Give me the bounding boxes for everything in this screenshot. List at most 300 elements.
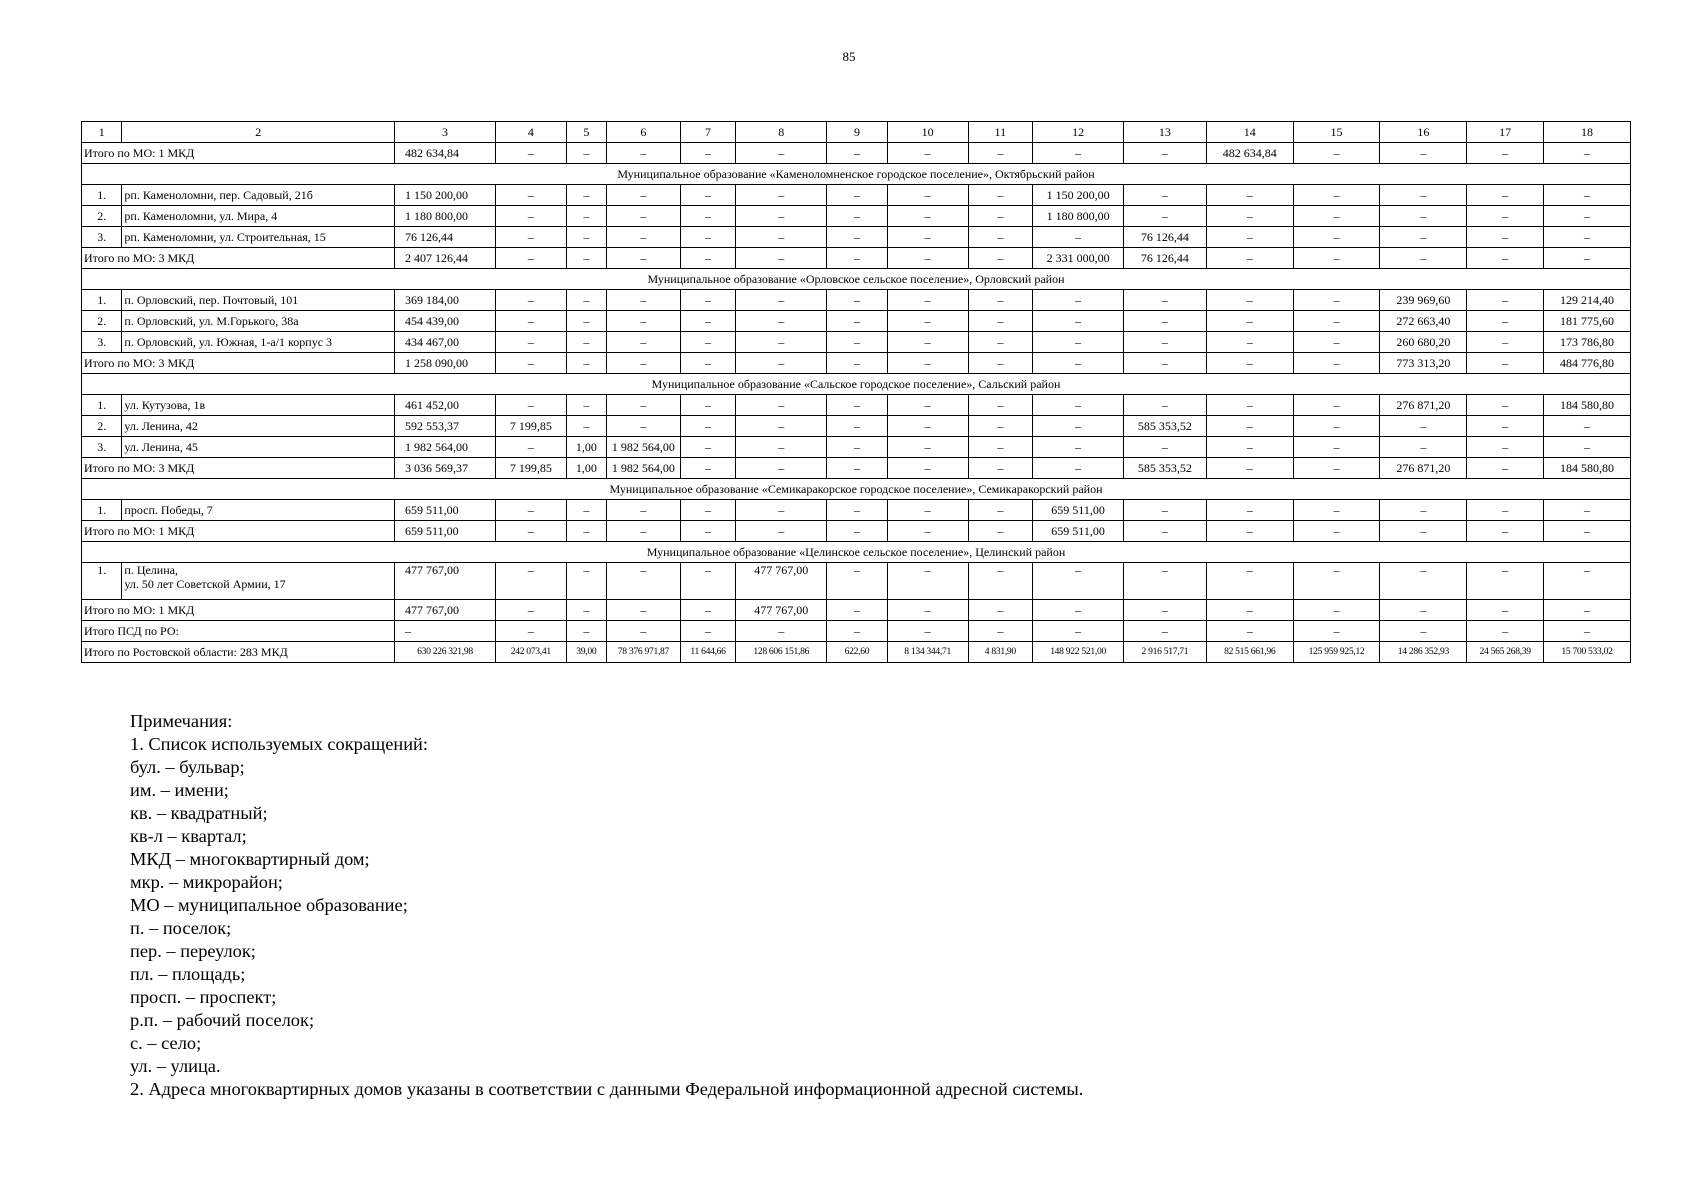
table-cell: –	[1467, 563, 1544, 600]
table-cell: –	[607, 621, 681, 642]
subtotal-label: Итого по МО: 3 МКД	[82, 248, 395, 269]
table-cell: –	[1544, 521, 1631, 542]
table-cell: –	[1293, 206, 1380, 227]
table-cell: –	[1206, 500, 1293, 521]
total-cost-cell: 461 452,00	[395, 395, 496, 416]
address-cell: п. Орловский, пер. Почтовый, 101	[122, 290, 395, 311]
table-cell: 1,00	[566, 458, 606, 479]
subtotal-label: Итого по МО: 3 МКД	[82, 353, 395, 374]
table-cell: –	[827, 563, 888, 600]
table-cell: –	[736, 416, 827, 437]
table-cell: 585 353,52	[1124, 416, 1207, 437]
note-line: 2. Адреса многоквартирных домов указаны в соответствии с данными Федеральной информационной адресной системы.	[130, 1079, 1084, 1099]
subtotal-row	[82, 248, 1631, 269]
table-cell: –	[607, 353, 681, 374]
note-line: пер. – переулок;	[130, 941, 256, 961]
table-cell: 76 126,44	[1124, 248, 1207, 269]
table-cell: 1 150 200,00	[1033, 185, 1124, 206]
table-cell: –	[1033, 395, 1124, 416]
table-cell: –	[1124, 521, 1207, 542]
subtotal-label: Итого ПСД по РО:	[82, 621, 395, 642]
data-table	[81, 121, 1631, 663]
address-cell: просп. Победы, 7	[122, 500, 395, 521]
total-cost-cell: 477 767,00	[395, 600, 496, 621]
address-cell: ул. Кутузова, 1в	[122, 395, 395, 416]
address-cell: п. Орловский, ул. М.Горького, 38а	[122, 311, 395, 332]
table-cell: –	[1544, 437, 1631, 458]
column-number-header: 15	[1293, 122, 1380, 143]
table-cell: –	[736, 143, 827, 164]
table-cell: –	[1467, 353, 1544, 374]
table-cell: –	[1467, 437, 1544, 458]
table-cell: –	[827, 353, 888, 374]
address-cell: п. Орловский, ул. Южная, 1-а/1 корпус 3	[122, 332, 395, 353]
notes-block	[130, 710, 1083, 1101]
table-cell: –	[495, 206, 566, 227]
subtotal-row	[82, 143, 1631, 164]
table-cell: –	[1293, 521, 1380, 542]
table-cell: –	[1544, 227, 1631, 248]
table-cell: –	[736, 521, 827, 542]
row-index: 2.	[82, 206, 122, 227]
table-cell: –	[495, 563, 566, 600]
note-line: р.п. – рабочий поселок;	[130, 1010, 315, 1030]
table-cell: –	[1124, 621, 1207, 642]
table-cell: 2 331 000,00	[1033, 248, 1124, 269]
table-cell: –	[827, 248, 888, 269]
table-cell: –	[1544, 621, 1631, 642]
table-cell: –	[1467, 185, 1544, 206]
table-cell: –	[1544, 563, 1631, 600]
table-cell: –	[968, 227, 1033, 248]
note-line: бул. – бульвар;	[130, 757, 245, 777]
note-line: мкр. – микрорайон;	[130, 872, 283, 892]
table-cell: –	[887, 353, 968, 374]
table-cell: –	[968, 143, 1033, 164]
table-cell: 659 511,00	[1033, 500, 1124, 521]
table-cell: 39,00	[566, 642, 606, 663]
table-cell: –	[887, 458, 968, 479]
column-number-header: 7	[680, 122, 736, 143]
table-cell: –	[1033, 227, 1124, 248]
table-cell: –	[566, 332, 606, 353]
table-cell: –	[1293, 143, 1380, 164]
table-cell: –	[1544, 416, 1631, 437]
table-cell: –	[887, 206, 968, 227]
table-cell: –	[736, 185, 827, 206]
table-cell: –	[1206, 227, 1293, 248]
row-index: 2.	[82, 416, 122, 437]
table-cell: –	[736, 500, 827, 521]
table-cell: –	[968, 290, 1033, 311]
note-line: кв. – квадратный;	[130, 803, 268, 823]
table-cell: –	[566, 500, 606, 521]
note-line: МКД – многоквартирный дом;	[130, 849, 370, 869]
table-cell: –	[495, 353, 566, 374]
page-number: 85	[842, 49, 856, 64]
table-cell: 7 199,85	[495, 416, 566, 437]
table-cell: –	[1293, 332, 1380, 353]
table-cell: –	[1380, 500, 1467, 521]
table-cell: –	[495, 500, 566, 521]
table-cell: 477 767,00	[736, 600, 827, 621]
table-cell: –	[968, 521, 1033, 542]
row-index: 3.	[82, 332, 122, 353]
table-cell: –	[1124, 500, 1207, 521]
table-cell: –	[827, 227, 888, 248]
table-cell: 1 982 564,00	[607, 437, 681, 458]
column-number-header: 6	[607, 122, 681, 143]
subtotal-row	[82, 621, 1631, 642]
table-cell: –	[1033, 458, 1124, 479]
table-cell: –	[1380, 416, 1467, 437]
table-cell: –	[607, 395, 681, 416]
subtotal-label: Итого по Ростовской области: 283 МКД	[82, 642, 395, 663]
table-cell: –	[1293, 248, 1380, 269]
table-cell: –	[1467, 227, 1544, 248]
table-cell: –	[607, 500, 681, 521]
row-index: 1.	[82, 563, 122, 600]
table-cell: –	[680, 248, 736, 269]
table-row	[82, 332, 1631, 353]
table-cell: –	[968, 353, 1033, 374]
table-cell: 2 916 517,71	[1124, 642, 1207, 663]
table-row	[82, 500, 1631, 521]
note-line: им. – имени;	[130, 780, 229, 800]
table-cell: –	[827, 395, 888, 416]
table-cell: –	[968, 311, 1033, 332]
table-cell: –	[1467, 416, 1544, 437]
section-title: Муниципальное образование «Каменоломненское городское поселение», Октябрьский район	[82, 164, 1631, 185]
section-row	[82, 164, 1631, 185]
table-cell: –	[680, 395, 736, 416]
table-row	[82, 311, 1631, 332]
table-cell: –	[887, 185, 968, 206]
table-cell: –	[1206, 332, 1293, 353]
table-cell: –	[607, 311, 681, 332]
column-number-header: 11	[968, 122, 1033, 143]
table-cell: –	[1467, 621, 1544, 642]
table-cell: –	[680, 311, 736, 332]
table-cell: –	[1293, 500, 1380, 521]
table-cell: –	[968, 600, 1033, 621]
table-cell: –	[1380, 227, 1467, 248]
table-cell: –	[680, 437, 736, 458]
column-number-header: 2	[122, 122, 395, 143]
table-cell: 82 515 661,96	[1206, 642, 1293, 663]
table-cell: 276 871,20	[1380, 395, 1467, 416]
table-cell: –	[680, 500, 736, 521]
table-cell: –	[1033, 621, 1124, 642]
table-cell: –	[607, 206, 681, 227]
table-cell: –	[607, 248, 681, 269]
table-cell: –	[1033, 311, 1124, 332]
table-cell: 15 700 533,02	[1544, 642, 1631, 663]
table-cell: 1 180 800,00	[1033, 206, 1124, 227]
table-cell: –	[1293, 185, 1380, 206]
table-cell: 184 580,80	[1544, 458, 1631, 479]
table-cell: 1 982 564,00	[607, 458, 681, 479]
total-cost-cell: 454 439,00	[395, 311, 496, 332]
table-cell: –	[1380, 521, 1467, 542]
table-cell: 1,00	[566, 437, 606, 458]
table-row	[82, 395, 1631, 416]
table-cell: –	[680, 563, 736, 600]
table-cell: –	[1544, 185, 1631, 206]
table-cell: –	[968, 563, 1033, 600]
table-cell: –	[827, 458, 888, 479]
table-cell: –	[968, 332, 1033, 353]
total-cost-cell: 76 126,44	[395, 227, 496, 248]
subtotal-row	[82, 600, 1631, 621]
table-cell: –	[736, 458, 827, 479]
table-cell: –	[1206, 185, 1293, 206]
table-cell: –	[736, 248, 827, 269]
table-cell: –	[827, 621, 888, 642]
table-cell: –	[1467, 311, 1544, 332]
table-cell: –	[887, 143, 968, 164]
table-cell: –	[566, 395, 606, 416]
table-cell: –	[968, 458, 1033, 479]
total-cost-cell: 1 150 200,00	[395, 185, 496, 206]
table-cell: –	[887, 600, 968, 621]
table-cell: –	[680, 600, 736, 621]
note-line: пл. – площадь;	[130, 964, 246, 984]
table-cell: –	[1467, 143, 1544, 164]
table-cell: –	[968, 206, 1033, 227]
table-cell: –	[1380, 600, 1467, 621]
section-title: Муниципальное образование «Целинское сельское поселение», Целинский район	[82, 542, 1631, 563]
table-cell: –	[827, 600, 888, 621]
note-line: кв-л – квартал;	[130, 826, 247, 846]
table-cell: –	[1124, 143, 1207, 164]
column-number-header: 8	[736, 122, 827, 143]
table-cell: –	[968, 185, 1033, 206]
table-cell: –	[566, 185, 606, 206]
table-cell: –	[1124, 353, 1207, 374]
table-cell: –	[1033, 143, 1124, 164]
table-cell: 184 580,80	[1544, 395, 1631, 416]
table-cell: –	[1380, 621, 1467, 642]
table-cell: –	[495, 227, 566, 248]
table-cell: 477 767,00	[736, 563, 827, 600]
table-cell: –	[1124, 437, 1207, 458]
table-cell: –	[1467, 500, 1544, 521]
table-cell: –	[495, 185, 566, 206]
subtotal-label: Итого по МО: 1 МКД	[82, 521, 395, 542]
table-cell: –	[1033, 600, 1124, 621]
table-cell: –	[1467, 206, 1544, 227]
table-cell: –	[495, 600, 566, 621]
table-cell: –	[1033, 290, 1124, 311]
table-cell: –	[495, 248, 566, 269]
total-cost-cell: 1 180 800,00	[395, 206, 496, 227]
table-cell: –	[607, 521, 681, 542]
note-line: п. – поселок;	[130, 918, 232, 938]
table-cell: –	[736, 290, 827, 311]
table-cell: –	[566, 353, 606, 374]
column-number-header: 16	[1380, 122, 1467, 143]
column-number-header: 13	[1124, 122, 1207, 143]
table-cell: –	[1206, 600, 1293, 621]
table-cell: –	[736, 437, 827, 458]
table-cell: –	[1293, 395, 1380, 416]
table-cell: –	[1544, 206, 1631, 227]
table-cell: –	[1033, 416, 1124, 437]
table-cell: –	[887, 521, 968, 542]
table-cell: –	[1293, 416, 1380, 437]
table-row	[82, 437, 1631, 458]
table-cell: –	[566, 248, 606, 269]
column-number-header: 3	[395, 122, 496, 143]
table-cell: –	[680, 332, 736, 353]
table-cell: –	[680, 227, 736, 248]
table-cell: –	[887, 437, 968, 458]
table-cell: –	[607, 332, 681, 353]
table-cell: –	[1380, 185, 1467, 206]
subtotal-row	[82, 353, 1631, 374]
table-cell: –	[1293, 437, 1380, 458]
total-cost-cell: 2 407 126,44	[395, 248, 496, 269]
table-cell: –	[968, 621, 1033, 642]
table-cell: 260 680,20	[1380, 332, 1467, 353]
subtotal-label: Итого по МО: 3 МКД	[82, 458, 395, 479]
table-cell: –	[680, 621, 736, 642]
address-cell: ул. Ленина, 42	[122, 416, 395, 437]
table-cell: –	[566, 143, 606, 164]
table-cell: 272 663,40	[1380, 311, 1467, 332]
table-cell: 148 922 521,00	[1033, 642, 1124, 663]
table-cell: 585 353,52	[1124, 458, 1207, 479]
table-cell: –	[607, 563, 681, 600]
subtotal-row	[82, 521, 1631, 542]
table-cell: –	[736, 206, 827, 227]
table-cell: –	[1380, 143, 1467, 164]
table-cell: –	[827, 143, 888, 164]
table-cell: –	[1033, 437, 1124, 458]
table-row	[82, 290, 1631, 311]
table-cell: 129 214,40	[1544, 290, 1631, 311]
table-cell: –	[736, 311, 827, 332]
total-cost-cell: 434 467,00	[395, 332, 496, 353]
table-cell: –	[1033, 563, 1124, 600]
table-cell: –	[827, 332, 888, 353]
table-cell: 24 565 268,39	[1467, 642, 1544, 663]
table-cell: –	[607, 143, 681, 164]
table-cell: –	[827, 311, 888, 332]
table-body	[82, 122, 1631, 663]
table-cell: –	[495, 143, 566, 164]
table-cell: –	[827, 416, 888, 437]
table-cell: –	[736, 227, 827, 248]
table-cell: –	[1467, 521, 1544, 542]
table-cell: –	[887, 621, 968, 642]
table-cell: –	[1206, 311, 1293, 332]
table-cell: –	[1380, 437, 1467, 458]
table-cell: 128 606 151,86	[736, 642, 827, 663]
table-cell: –	[887, 311, 968, 332]
total-cost-cell: 1 982 564,00	[395, 437, 496, 458]
note-line: с. – село;	[130, 1033, 202, 1053]
header-row	[82, 122, 1631, 143]
table-row	[82, 185, 1631, 206]
table-cell: –	[968, 500, 1033, 521]
notes-title: Примечания:	[130, 711, 233, 731]
table-cell: –	[1124, 311, 1207, 332]
table-cell: 773 313,20	[1380, 353, 1467, 374]
table-cell: –	[887, 248, 968, 269]
table-cell: 11 644,66	[680, 642, 736, 663]
table-cell: –	[495, 437, 566, 458]
table-cell: –	[1467, 600, 1544, 621]
total-cost-cell: 477 767,00	[395, 563, 496, 600]
table-cell: –	[680, 353, 736, 374]
table-cell: –	[1380, 248, 1467, 269]
table-cell: –	[566, 206, 606, 227]
table-cell: –	[968, 437, 1033, 458]
column-number-header: 4	[495, 122, 566, 143]
table-cell: 76 126,44	[1124, 227, 1207, 248]
subtotal-label: Итого по МО: 1 МКД	[82, 600, 395, 621]
table-cell: –	[1544, 143, 1631, 164]
note-line: просп. – проспект;	[130, 987, 277, 1007]
table-cell: –	[607, 600, 681, 621]
table-cell: –	[1380, 206, 1467, 227]
table-cell: –	[607, 290, 681, 311]
total-cost-cell: 369 184,00	[395, 290, 496, 311]
table-cell: –	[1467, 248, 1544, 269]
address-cell: п. Целина, ул. 50 лет Советской Армии, 17	[122, 563, 395, 600]
table-cell: –	[827, 185, 888, 206]
table-cell: –	[1124, 395, 1207, 416]
table-cell: –	[1293, 290, 1380, 311]
table-cell: –	[566, 416, 606, 437]
table-cell: –	[887, 395, 968, 416]
table-cell: –	[968, 248, 1033, 269]
table-cell: –	[1033, 332, 1124, 353]
table-cell: –	[566, 227, 606, 248]
table-cell: –	[495, 621, 566, 642]
table-cell: –	[1206, 353, 1293, 374]
section-row	[82, 479, 1631, 500]
table-cell: –	[1124, 206, 1207, 227]
address-cell: рп. Каменоломни, пер. Садовый, 21б	[122, 185, 395, 206]
address-cell: ул. Ленина, 45	[122, 437, 395, 458]
table-cell: –	[1467, 332, 1544, 353]
table-cell: –	[1124, 600, 1207, 621]
column-number-header: 14	[1206, 122, 1293, 143]
column-number-header: 17	[1467, 122, 1544, 143]
note-line: 1. Список используемых сокращений:	[130, 734, 428, 754]
table-cell: –	[607, 227, 681, 248]
table-cell: –	[1124, 185, 1207, 206]
table-cell: 78 376 971,87	[607, 642, 681, 663]
address-cell: рп. Каменоломни, ул. Мира, 4	[122, 206, 395, 227]
table-cell: 276 871,20	[1380, 458, 1467, 479]
table-cell: –	[887, 227, 968, 248]
row-index: 1.	[82, 185, 122, 206]
table-cell: –	[566, 521, 606, 542]
table-cell: –	[1293, 563, 1380, 600]
total-cost-cell: 1 258 090,00	[395, 353, 496, 374]
table-cell: –	[1124, 290, 1207, 311]
total-cost-cell: 592 553,37	[395, 416, 496, 437]
table-cell: –	[495, 521, 566, 542]
table-cell: –	[1544, 600, 1631, 621]
table-cell: –	[1033, 353, 1124, 374]
table-cell: –	[1293, 458, 1380, 479]
table-cell: –	[1293, 600, 1380, 621]
